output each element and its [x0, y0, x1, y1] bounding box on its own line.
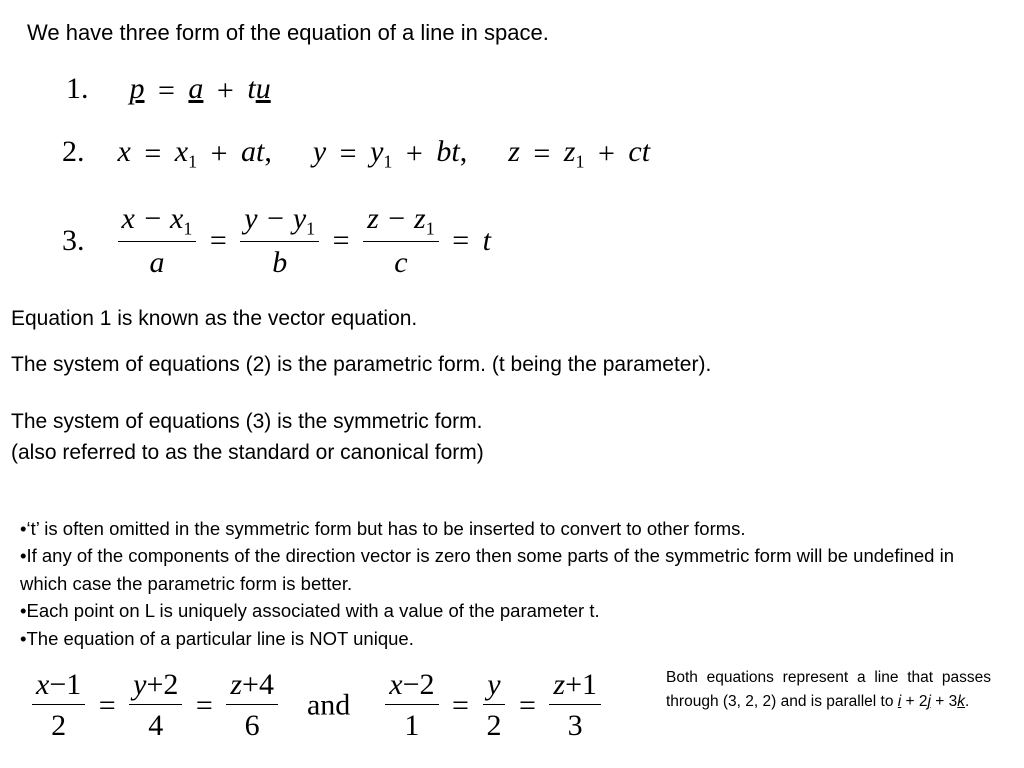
equals-sign: = [144, 137, 162, 171]
denominator-a: a [149, 246, 165, 280]
bullet-item: •The equation of a particular line is NOT unique. [20, 627, 414, 649]
symmetric-form-line-1: The system of equations (3) is the symmetric form. [11, 410, 483, 433]
subscript-1: 1 [306, 218, 316, 239]
numerator-variable: z [230, 668, 243, 701]
equation-3 [62, 204, 491, 278]
symmetric-form-line-2: (also referred to as the standard or canonical form) [11, 441, 484, 464]
var-y1: y [370, 135, 384, 168]
vector-a: a [188, 72, 204, 105]
equals-sign: = [332, 224, 350, 258]
bullet-list [20, 515, 995, 652]
subscript-1: 1 [188, 151, 198, 172]
parametric-form-text: The system of equations (2) is the parametric form. (t being the parameter). [11, 353, 712, 376]
bullet-item: •‘t’ is often omitted in the symmetric form but has to be inserted to convert to other forms. [20, 518, 746, 539]
denominator: 2 [486, 709, 502, 742]
example-fraction [385, 670, 438, 741]
numerator-variable: y [487, 668, 501, 701]
equals-sign: = [195, 688, 213, 722]
fraction-y [240, 204, 319, 278]
numerator-z: z − z [367, 202, 426, 235]
equals-sign: = [452, 224, 470, 258]
subscript-1: 1 [575, 151, 585, 172]
unit-vector-i: i [897, 693, 902, 710]
term-ct: ct [628, 135, 651, 168]
equals-sign: = [518, 688, 536, 722]
subscript-1: 1 [383, 151, 393, 172]
denominator: 6 [244, 709, 260, 742]
symmetric-form-text [11, 406, 484, 468]
denominator-c: c [394, 246, 408, 280]
note-plus-2: + 2 [901, 693, 928, 710]
plus-sign: + [210, 137, 228, 171]
numerator-variable: z [553, 668, 566, 701]
denominator-b: b [272, 246, 288, 280]
param-t: t [482, 224, 491, 258]
and-word: and [306, 688, 351, 722]
equals-sign: = [533, 137, 551, 171]
denominator: 1 [404, 709, 420, 742]
fraction-x [118, 204, 197, 278]
subscript-1: 1 [425, 218, 435, 239]
unit-vector-k: k [957, 693, 966, 710]
var-z1: z [563, 135, 576, 168]
note-plus-3: + 3 [930, 693, 958, 710]
equation-1-number: 1. [66, 72, 89, 105]
comma: , [459, 135, 468, 168]
equals-sign: = [98, 688, 116, 722]
example-fraction [226, 670, 278, 741]
vector-equation-text: Equation 1 is known as the vector equation. [11, 307, 418, 330]
equals-sign: = [452, 688, 469, 722]
equation-3-number: 3. [62, 224, 85, 258]
intro-text: We have three form of the equation of a line in space. [27, 20, 549, 45]
bullet-item: •If any of the components of the direction vector is zero then some parts of the symmetric form will be undefined in which case the parametric form is better. [20, 545, 954, 594]
equals-sign: = [158, 74, 175, 108]
equation-2-number: 2. [62, 135, 85, 168]
subscript-1: 1 [183, 218, 193, 239]
equation-1 [66, 72, 271, 108]
vector-u: u [255, 72, 271, 105]
note-text: Both equations represent a line that passes through (3, 2, 2) and is parallel to [666, 669, 991, 710]
param-t: t [247, 72, 256, 105]
numerator-constant: −1 [49, 668, 82, 701]
side-note [666, 666, 991, 714]
note-period: . [965, 693, 970, 710]
example-equations [32, 670, 601, 741]
equals-sign: = [209, 224, 227, 258]
equation-2 [62, 135, 650, 172]
plus-sign: + [216, 74, 234, 108]
term-bt: bt [436, 135, 460, 168]
numerator-variable: x [389, 668, 403, 701]
example-fraction [129, 670, 182, 741]
numerator-constant: +2 [146, 668, 179, 701]
equals-sign: = [339, 137, 357, 171]
numerator-constant: +4 [242, 668, 274, 701]
var-x1: x [174, 135, 189, 168]
fraction-z [363, 204, 439, 278]
example-fraction [482, 670, 505, 741]
denominator: 4 [148, 709, 164, 742]
numerator-variable: x [36, 668, 50, 701]
numerator-constant: −2 [402, 668, 435, 701]
plus-sign: + [597, 137, 615, 171]
var-z: z [508, 135, 520, 168]
numerator-y: y − y [244, 202, 307, 235]
example-fraction [32, 670, 85, 741]
numerator-variable: y [133, 668, 147, 701]
denominator: 3 [567, 709, 583, 742]
unit-vector-j: j [927, 693, 931, 710]
var-y: y [312, 135, 327, 168]
numerator-x: x − x [121, 202, 184, 235]
var-x: x [117, 135, 131, 168]
bullet-item: •Each point on L is uniquely associated with a value of the parameter t. [20, 600, 600, 622]
plus-sign: + [405, 137, 423, 171]
comma: , [264, 135, 272, 168]
vector-p: p [129, 72, 145, 105]
denominator: 2 [51, 709, 67, 742]
term-at: at [241, 135, 265, 168]
numerator-constant: +1 [565, 668, 597, 701]
example-fraction [549, 670, 601, 741]
